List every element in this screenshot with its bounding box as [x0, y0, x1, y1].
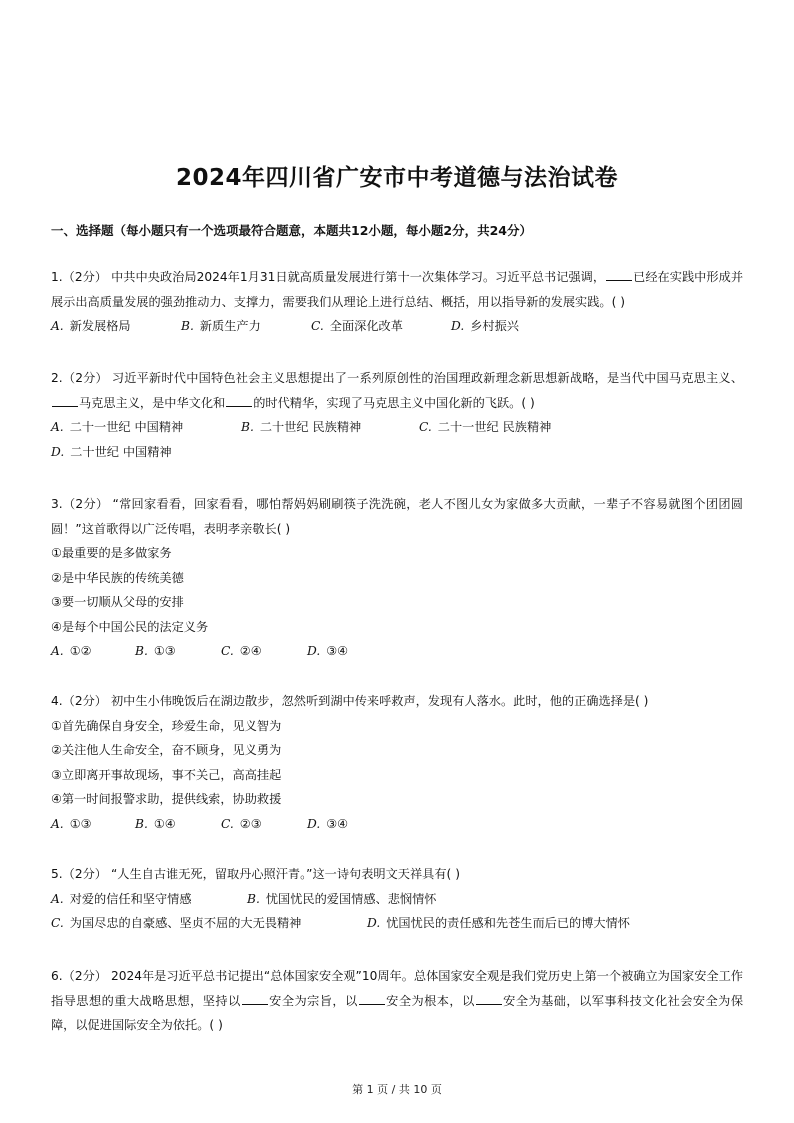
option-a[interactable]: A. 新发展格局 [51, 319, 131, 333]
question-6 [51, 964, 743, 1038]
answer-blank[interactable] [242, 992, 268, 1005]
statement-1: ①首先确保自身安全，珍爱生命，见义智为 [51, 718, 282, 733]
option-c[interactable]: C. ②③ [221, 816, 262, 831]
question-score: （2分） [62, 371, 108, 385]
statement-4: ④第一时间报警求助，提供线索，协助救援 [51, 792, 282, 806]
statement-3: ③立即离开事故现场，事不关己，高高挂起 [51, 767, 282, 782]
option-a[interactable]: A. 二十一世纪 中国精神 [51, 420, 184, 434]
statement-4: ④是每个中国公民的法定义务 [51, 619, 209, 634]
options-row [51, 440, 743, 465]
stem-text: 安全为宗旨，以 [268, 993, 358, 1008]
stem-text: 习近平新时代中国特色社会主义思想提出了一系列原创性的治国理政新理念新思想新战略，是当代中国马克思主义、 [111, 371, 744, 385]
options-row [51, 639, 743, 664]
answer-blank[interactable] [226, 394, 252, 407]
question-stem [51, 689, 743, 714]
options-row [51, 812, 743, 837]
page-title: 2024年四川省广安市中考道德与法治试卷 [175, 165, 618, 191]
option-d[interactable]: D. 二十世纪 中国精神 [51, 444, 172, 459]
option-a[interactable]: A. 对爱的信任和坚守情感 [51, 891, 192, 906]
question-stem [51, 492, 743, 541]
answer-blank[interactable] [359, 992, 385, 1005]
question-score: （2分） [62, 497, 109, 511]
question-number: 3. [51, 497, 63, 511]
section-heading: 一、选择题（每小题只有一个选项最符合题意，本题共12小题，每小题2分，共24分） [51, 223, 532, 238]
option-d[interactable]: D. ③④ [307, 816, 349, 831]
question-2 [51, 366, 743, 464]
question-score: （2分） [62, 270, 108, 284]
option-a[interactable]: A. ①③ [51, 816, 92, 831]
question-number: 5. [51, 867, 63, 881]
option-c[interactable]: C. ②④ [221, 644, 262, 658]
stem-text: 安全为基础，以军事科技文化社会安全为保障，以促进国际安全为依托。( ) [51, 993, 744, 1032]
options-row [51, 887, 743, 912]
stem-text: 已经在实践中形成并展示出高质量发展的强劲推动力、支撑力，需要我们从理论上进行总结、概括，用以指导新的发展实践。( ) [51, 270, 744, 309]
question-1 [51, 265, 743, 339]
question-score: （2分） [62, 867, 107, 881]
statement-3: ③要一切顺从父母的安排 [51, 595, 184, 609]
option-b[interactable]: B. 二十世纪 民族精神 [241, 420, 362, 434]
stem-text: “常回家看看，回家看看，哪怕帮妈妈刷刷筷子洗洗碗，老人不图儿女为家做多大贡献，一辈子不容易就图个团团圆圆！”这首歌得以广泛传唱，表明孝亲敬长( ) [51, 497, 743, 536]
question-stem [51, 964, 743, 1038]
question-stem [51, 862, 743, 887]
question-number: 1. [51, 270, 63, 284]
statement-2: ②是中华民族的传统美德 [51, 570, 184, 585]
option-b[interactable]: B. 新质生产力 [181, 319, 261, 333]
stem-text: 的时代精华，实现了马克思主义中国化新的飞跃。( ) [253, 395, 535, 410]
question-4 [51, 689, 743, 836]
answer-blank[interactable] [52, 394, 78, 407]
option-c[interactable]: C. 二十一世纪 民族精神 [419, 420, 552, 434]
question-score: （2分） [62, 969, 107, 983]
answer-blank[interactable] [606, 268, 632, 281]
option-c[interactable]: C. 全面深化改革 [311, 319, 403, 333]
option-d[interactable]: D. ③④ [307, 644, 349, 658]
question-3 [51, 492, 743, 664]
option-b[interactable]: B. ①④ [135, 816, 176, 831]
options-row [51, 314, 743, 339]
question-number: 4. [51, 694, 63, 708]
option-c[interactable]: C. 为国尽忠的自豪感、坚贞不屈的大无畏精神 [51, 916, 302, 930]
stem-text: 马克思主义，是中华文化和 [79, 395, 226, 410]
option-b[interactable]: B. ①③ [135, 644, 176, 658]
page-footer: 第 1 页 / 共 10 页 [352, 1083, 442, 1096]
options-row [51, 415, 743, 440]
answer-blank[interactable] [476, 992, 502, 1005]
question-number: 6. [51, 969, 63, 983]
statement-1: ①最重要的是多做家务 [51, 546, 172, 560]
stem-text: “人生自古谁无死，留取丹心照汗青。”这一诗句表明文天祥具有( ) [110, 867, 460, 881]
question-score: （2分） [62, 694, 107, 708]
question-5 [51, 862, 743, 936]
stem-text: 初中生小伟晚饭后在湖边散步，忽然听到湖中传来呼救声，发现有人落水。此时，他的正确选择是( ) [110, 694, 649, 708]
options-row [51, 911, 743, 936]
question-stem [51, 366, 743, 415]
option-d[interactable]: D. 忧国忧民的责任感和先苍生而后已的博大情怀 [367, 916, 630, 930]
question-number: 2. [51, 371, 63, 385]
option-b[interactable]: B. 忧国忧民的爱国情感、悲悯情怀 [247, 891, 437, 906]
stem-text: 中共中央政治局2024年1月31日就高质量发展进行第十一次集体学习。习近平总书记强调， [111, 270, 606, 284]
stem-text: 安全为根本，以 [385, 993, 475, 1008]
statement-2: ②关注他人生命安全，奋不顾身，见义勇为 [51, 743, 282, 757]
stem-text: 2024年是习近平总书记提出“总体国家安全观”10周年。总体国家安全观是我们党历史上第一个被确立为国家安全工作指导思想的重大战略思想，坚持以 [51, 969, 743, 1008]
question-stem [51, 265, 743, 314]
option-a[interactable]: A. ①② [51, 644, 92, 658]
option-d[interactable]: D. 乡村振兴 [451, 319, 519, 333]
